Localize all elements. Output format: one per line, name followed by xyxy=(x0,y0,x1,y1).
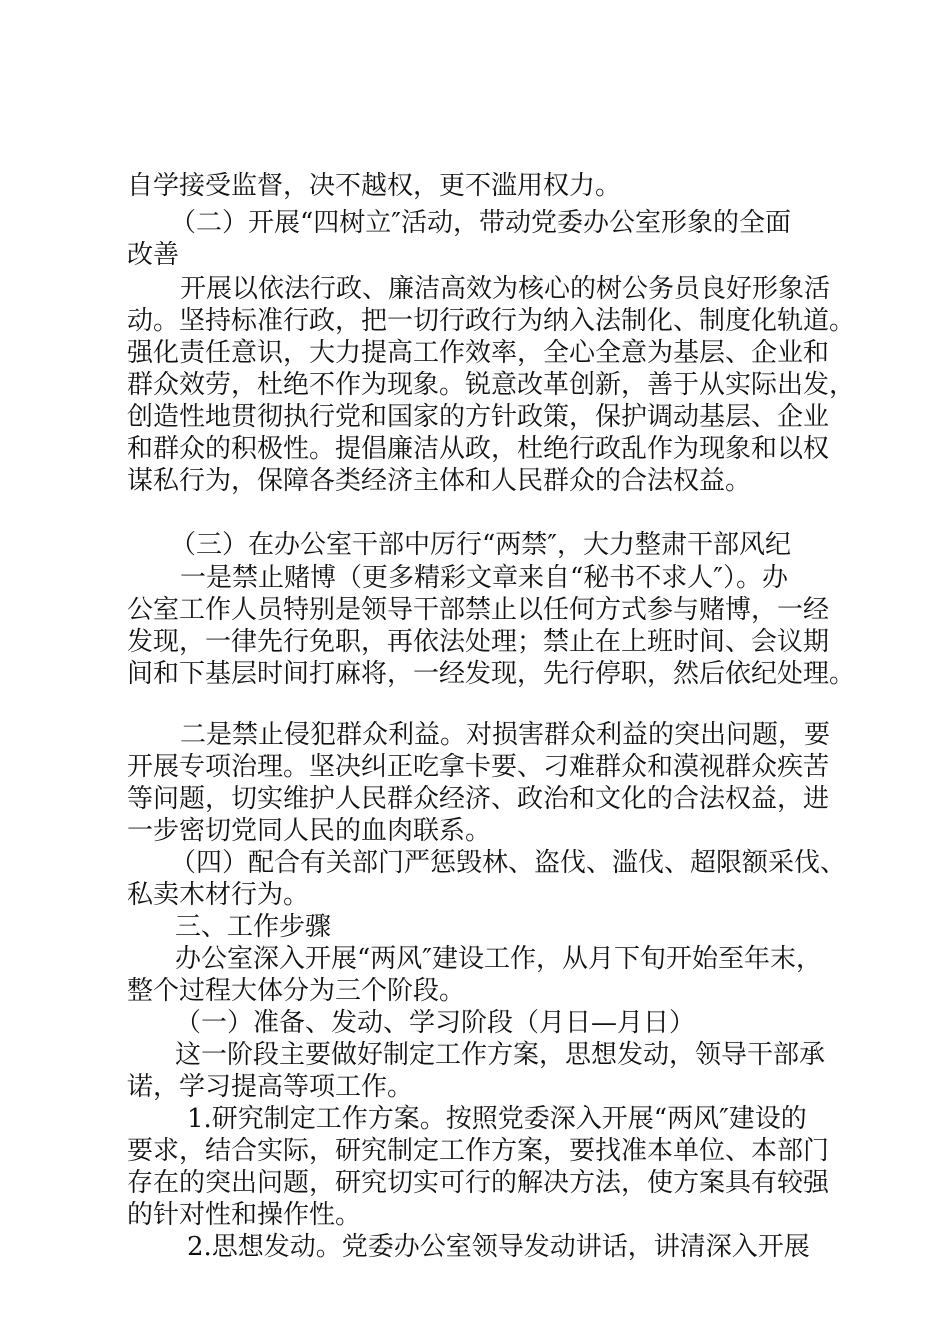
section-heading: （二）开展“四树立″活动，带动党委办公室形象的全面 xyxy=(170,208,792,238)
text-line: 的针对性和操作性。 xyxy=(127,1200,362,1230)
section-heading: （三）在办公室干部中厉行“两禁″，大力整肃干部风纪 xyxy=(170,530,792,560)
text-line: 整个过程大体分为三个阶段。 xyxy=(127,976,466,1006)
text-line: 2.思想发动。党委办公室领导发动讲话，讲清深入开展 xyxy=(187,1232,810,1262)
text-line: 自学接受监督，决不越权，更不滥用权力。 xyxy=(127,171,622,201)
text-line: 一步密切党同人民的血肉联系。 xyxy=(127,816,492,846)
text-line: 群众效劳，杜绝不作为现象。锐意改革创新，善于从实际出发， xyxy=(127,370,856,400)
section-heading: 改善 xyxy=(127,240,180,270)
text-line: 诺，学习提高等项工作。 xyxy=(127,1072,414,1102)
text-line: 动。坚持标准行政，把一切行政行为纳入法制化、制度化轨道。 xyxy=(127,306,856,336)
text-line: 1.研究制定工作方案。按照党委深入开展“两风″建设的 xyxy=(187,1104,807,1134)
text-line: 强化责任意识，大力提高工作效率，全心全意为基层、企业和 xyxy=(127,338,830,368)
text-line: 存在的突出问题，研究切实可行的解决方法，使方案具有较强 xyxy=(127,1168,830,1198)
text-line: 等问题，切实维护人民群众经济、政治和文化的合法权益，进 xyxy=(127,784,830,814)
text-line: 间和下基层时间打麻将，一经发现，先行停职，然后依纪处理。 xyxy=(127,659,856,689)
text-line: 二是禁止侵犯群众利益。对损害群众利益的突出问题，要 xyxy=(180,720,831,750)
text-line: 办公室深入开展“两风″建设工作，从月下旬开始至年末， xyxy=(175,944,823,974)
section-heading: （一）准备、发动、学习阶段（月日—月日） xyxy=(175,1008,696,1038)
section-heading: 三、工作步骤 xyxy=(175,912,332,942)
text-line: 要求，结合实际，研究制定工作方案，要找准本单位、本部门 xyxy=(127,1136,830,1166)
text-line: 创造性地贯彻执行党和国家的方针政策，保护调动基层、企业 xyxy=(127,402,830,432)
text-line: 一是禁止赌博（更多精彩文章来自“秘书不求人″）。办 xyxy=(180,563,789,593)
section-heading: 私卖木材行为。 xyxy=(127,880,310,910)
text-line: 公室工作人员特别是领导干部禁止以任何方式参与赌博，一经 xyxy=(127,595,830,625)
text-line: 开展以依法行政、廉洁高效为核心的树公务员良好形象活 xyxy=(180,274,831,304)
text-line: 这一阶段主要做好制定工作方案，思想发动，领导干部承 xyxy=(175,1040,826,1070)
text-line: 谋私行为，保障各类经济主体和人民群众的合法权益。 xyxy=(127,466,752,496)
section-heading: （四）配合有关部门严惩毁林、盗伐、滥伐、超限额采伐、 xyxy=(170,848,847,878)
text-line: 开展专项治理。坚决纠正吃拿卡要、刁难群众和漠视群众疾苦 xyxy=(127,752,830,782)
text-line: 和群众的积极性。提倡廉洁从政，杜绝行政乱作为现象和以权 xyxy=(127,434,830,464)
text-line: 发现，一律先行免职，再依法处理；禁止在上班时间、会议期 xyxy=(127,627,830,657)
